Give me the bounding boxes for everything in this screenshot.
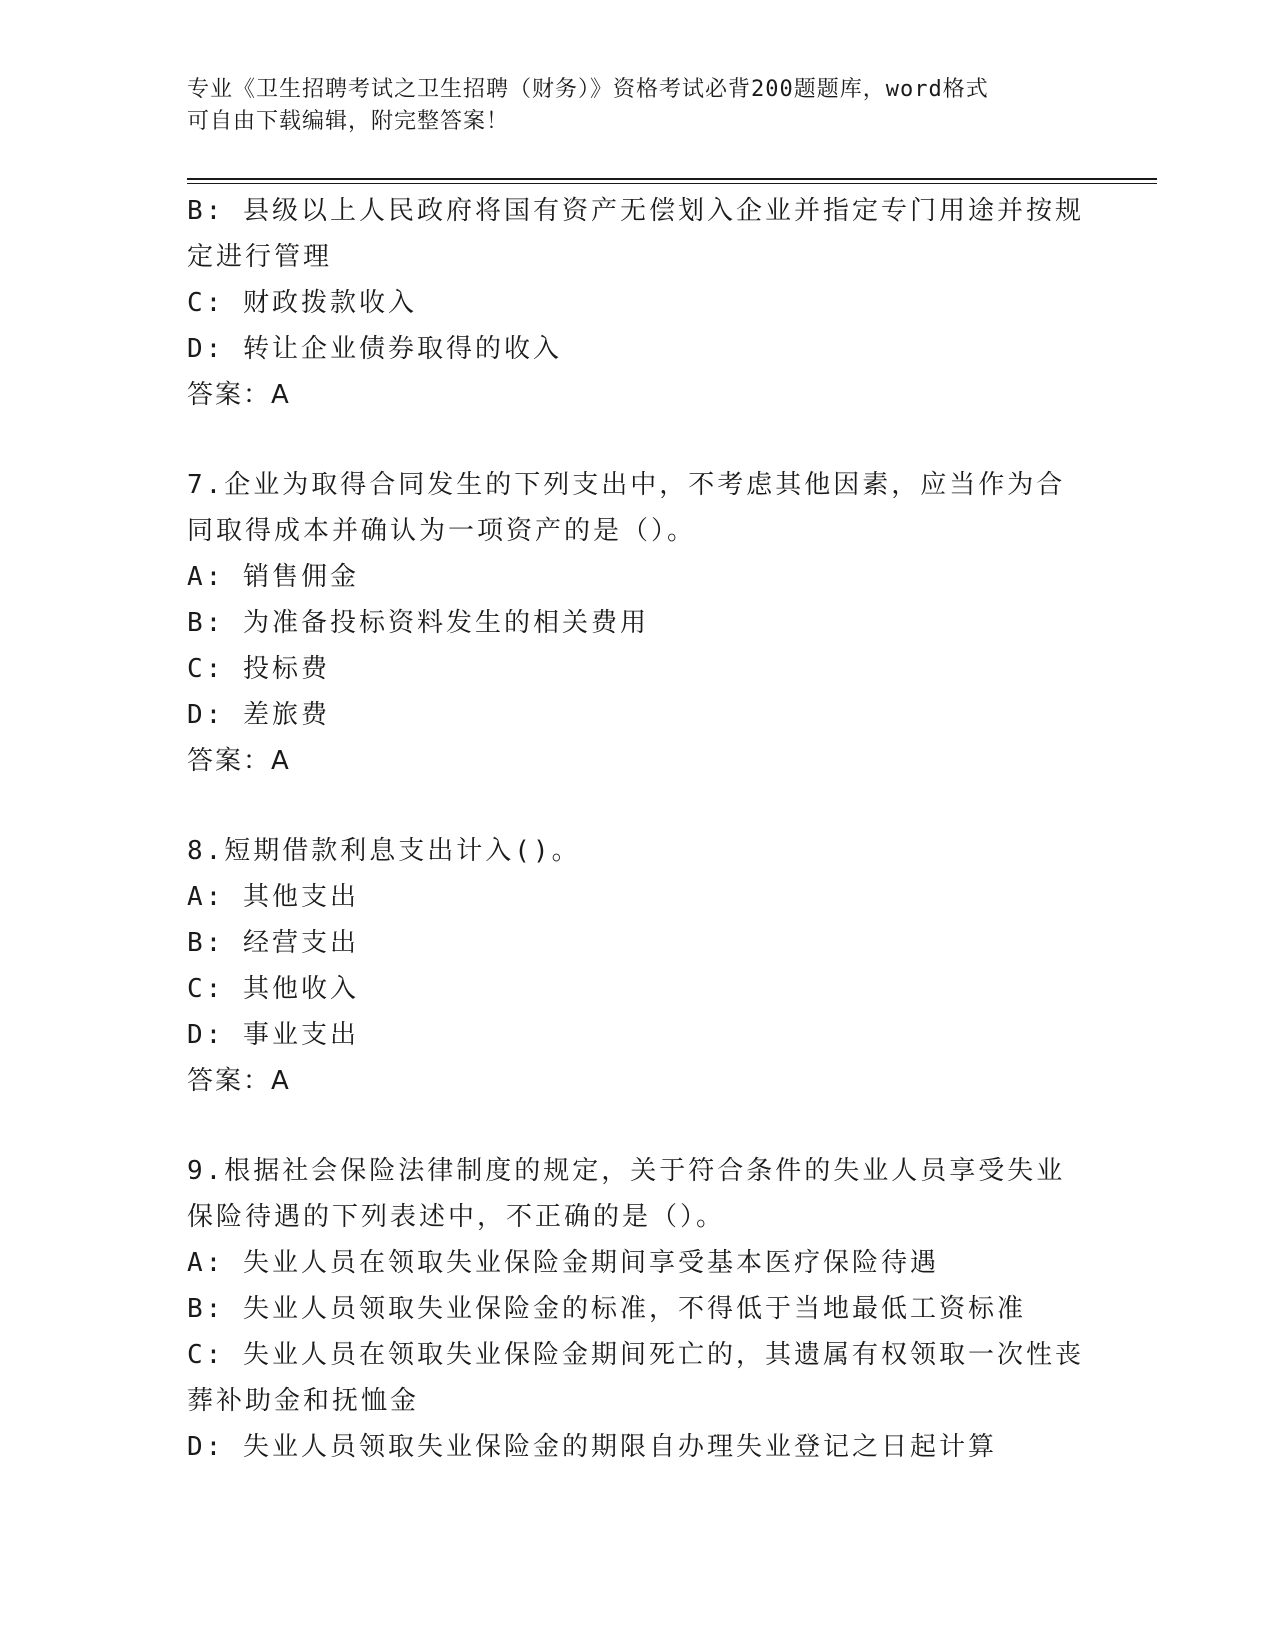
- option-c: C: 其他收入: [187, 974, 359, 1004]
- option-d: D: 事业支出: [187, 1020, 359, 1050]
- question-block-7: [187, 462, 1077, 784]
- question-content: [187, 188, 1084, 1470]
- option-b: B: 经营支出: [187, 928, 359, 958]
- answer-line: 答案：A: [187, 380, 291, 410]
- option-c: C: 失业人员在领取失业保险金期间死亡的，其遗属有权领取一次性丧: [187, 1340, 1084, 1370]
- option-b: B: 失业人员领取失业保险金的标准，不得低于当地最低工资标准: [187, 1294, 1026, 1324]
- option-b: B: 县级以上人民政府将国有资产无偿划入企业并指定专门用途并按规: [187, 196, 1084, 226]
- header-line: 可自由下载编辑，附完整答案！: [187, 109, 510, 134]
- spacer: [187, 1104, 1077, 1148]
- option-c-continued: 葬补助金和抚恤金: [187, 1386, 420, 1416]
- header-rule-thin: [187, 183, 1157, 184]
- document-header: [187, 74, 1067, 138]
- question-stem-continued: 保险待遇的下列表述中，不正确的是（）。: [187, 1202, 726, 1232]
- option-c: C: 投标费: [187, 654, 330, 684]
- header-rule: [187, 178, 1157, 180]
- question-stem-continued: 同取得成本并确认为一项资产的是（）。: [187, 516, 697, 546]
- question-stem: 8.短期借款利息支出计入()。: [187, 836, 581, 866]
- header-line: 专业《卫生招聘考试之卫生招聘（财务）》资格考试必背200题题库，word格式: [187, 77, 989, 102]
- option-a: A: 销售佣金: [187, 562, 359, 592]
- answer-line: 答案：A: [187, 1066, 291, 1096]
- question-block-8: [187, 828, 1077, 1104]
- option-d: D: 差旅费: [187, 700, 330, 730]
- option-d: D: 转让企业债券取得的收入: [187, 334, 562, 364]
- option-a: A: 失业人员在领取失业保险金期间享受基本医疗保险待遇: [187, 1248, 939, 1278]
- option-c: C: 财政拨款收入: [187, 288, 417, 318]
- option-b: B: 为准备投标资料发生的相关费用: [187, 608, 649, 638]
- question-block-9: [187, 1148, 1084, 1470]
- option-b-continued: 定进行管理: [187, 242, 333, 272]
- question-stem: 9.根据社会保险法律制度的规定，关于符合条件的失业人员享受失业: [187, 1156, 1066, 1186]
- answer-line: 答案：A: [187, 746, 291, 776]
- spacer: [187, 418, 1077, 462]
- option-a: A: 其他支出: [187, 882, 359, 912]
- question-stem: 7.企业为取得合同发生的下列支出中，不考虑其他因素，应当作为合: [187, 470, 1066, 500]
- spacer: [187, 784, 1077, 828]
- question-block-carryover: [187, 188, 1084, 418]
- option-d: D: 失业人员领取失业保险金的期限自办理失业登记之日起计算: [187, 1432, 997, 1462]
